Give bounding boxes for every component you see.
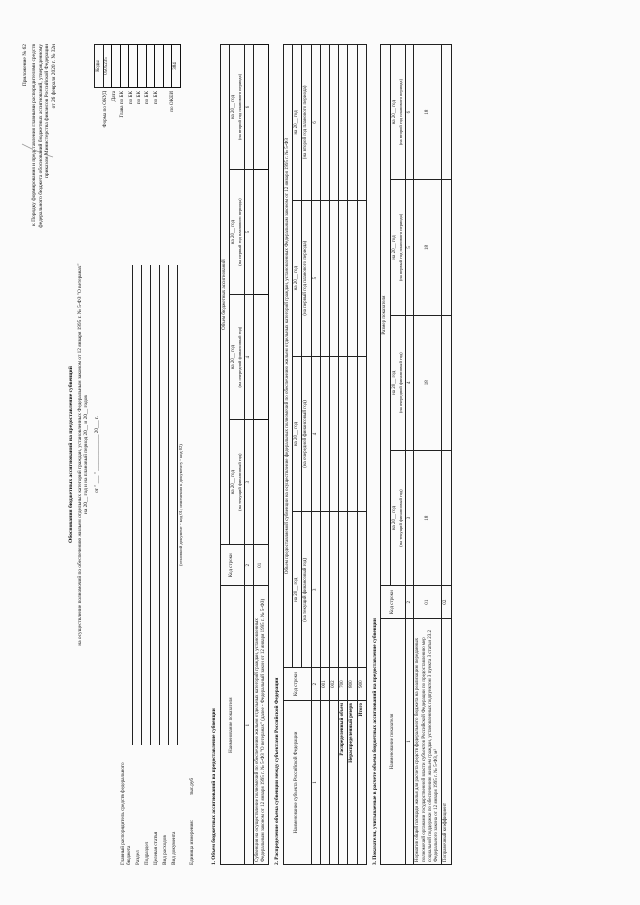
row-label: Итого <box>357 701 366 865</box>
code-statya <box>146 45 155 88</box>
row-code: 001 <box>320 668 329 701</box>
field-line[interactable] <box>162 265 169 745</box>
value-cell[interactable] <box>320 200 329 356</box>
appendix-header <box>22 44 58 865</box>
section-1-table <box>220 44 270 865</box>
header-cell: Код строки <box>381 586 405 619</box>
section-2-table <box>283 44 367 865</box>
table-row <box>339 45 348 865</box>
header-cell: на 20__ год (на текущий финансовый год) <box>229 420 244 545</box>
row-label: Субвенция на осуществление полномочий по обеспечению жильем отдельных категорий граждан, установленных Федеральным законом от 12 января 1995 г. № 5-ФЗ "О ветеранах" (далее - Федеральный закон от 12 января 1995 г. № 5-ФЗ) <box>253 586 269 865</box>
code-label: Дата <box>110 91 117 102</box>
code-razdel <box>129 45 138 88</box>
column-number: 4 <box>311 356 320 512</box>
header-cell: на 20__ год <box>293 356 302 512</box>
value-cell: 18 <box>414 45 442 180</box>
row-code: 002 <box>329 668 338 701</box>
value-cell[interactable] <box>339 45 348 201</box>
document-period: на 20__ год и на плановый период 20__ и 20__ годов <box>83 395 90 514</box>
header-fields <box>119 265 196 865</box>
value-cell[interactable] <box>329 512 338 668</box>
unit-label: Единица измерения: <box>189 819 196 865</box>
row-code: 800 <box>348 668 357 701</box>
code-okud: 0505235 <box>103 45 112 88</box>
value-cell[interactable] <box>339 512 348 668</box>
row-label: Норматив общей площади жилья для расчета средств федерального бюджета на реализацию переданных полномочий органами государственной власти субъектов Российской Федерации по предоставлению мер социальной поддержки по обеспечению жильем граждан, установленных подпунктом 3 пункта 3 статьи 23.2 Федерального закона от 12 января 1995 г. № 5-ФЗ, м² <box>414 619 442 865</box>
header-cell: на 20__ год (на второй год планового периода) <box>229 45 244 170</box>
row-code: 01 <box>414 586 442 619</box>
field-label: Вид документа <box>171 831 178 865</box>
column-number: 2 <box>244 545 253 586</box>
value-cell[interactable] <box>329 356 338 512</box>
table-row <box>414 45 442 865</box>
code-label: по БК <box>127 91 134 105</box>
header-cell: Код строки <box>220 545 244 586</box>
column-number: 6 <box>311 45 320 201</box>
column-number: 2 <box>405 586 414 619</box>
value-cell[interactable] <box>357 45 366 201</box>
header-cell: на 20__ год (на второй год планового периода) <box>390 45 405 180</box>
header-cell: на 20__ год (на очередной финансовый год) <box>229 295 244 420</box>
header-cell: на 20__ год <box>293 200 302 356</box>
header-cell: Код строки <box>283 668 311 701</box>
column-number: 1 <box>244 586 253 865</box>
header-cell: Наименование субъекта Российской Федерации <box>283 701 311 865</box>
value-cell[interactable] <box>253 420 269 545</box>
value-cell[interactable] <box>442 45 451 180</box>
column-number: 5 <box>311 200 320 356</box>
value-cell: 18 <box>414 180 442 315</box>
code-label: по ОКЕИ <box>169 91 176 112</box>
field-line[interactable] <box>135 265 142 745</box>
code-label: по БК <box>152 91 159 105</box>
value-cell: 18 <box>414 450 442 585</box>
column-number: 3 <box>244 420 253 545</box>
appendix-line: приказом Министерства финансов Российской Федерации <box>44 44 51 178</box>
row-code: 01 <box>253 545 269 586</box>
value-cell[interactable] <box>357 512 366 668</box>
field-line[interactable] <box>144 265 151 745</box>
code-vid <box>155 45 164 88</box>
row-code: 02 <box>442 586 451 619</box>
document-date: от " ___ " ______________ 20___ г. <box>93 416 100 493</box>
header-cell: Наименование показателя <box>220 586 244 865</box>
codes-table <box>94 44 181 88</box>
section-1-title: 1. Объем бюджетных ассигнований на предоставление субвенции <box>210 708 217 865</box>
header-cell: Наименование показателя <box>381 619 405 865</box>
column-number: 3 <box>405 450 414 585</box>
table-row <box>253 45 269 865</box>
document-subtitle: на осуществление полномочий по обеспечению жильем отдельных категорий граждан, установленных Федеральным законом от 12 января 1995 г. № 5-ФЗ "О ветеранах" <box>76 263 83 646</box>
table-row <box>348 45 357 865</box>
code-doc <box>163 45 172 88</box>
section-3-title: 3. Показатели, учитываемые в расчете объема бюджетных ассигнований на предоставление субвенции <box>371 618 378 865</box>
value-cell[interactable] <box>357 356 366 512</box>
value-cell[interactable] <box>253 295 269 420</box>
header-cell: на 20__ год (на первый год планового периода) <box>390 180 405 315</box>
row-label: Нераспределенный резерв <box>348 701 357 865</box>
unit-value: тыс.руб <box>189 777 196 795</box>
column-number: 6 <box>244 45 253 170</box>
code-podrazdel <box>137 45 146 88</box>
section-2-title: 2. Распределение объема субвенции между субъектами Российской Федерации <box>274 677 281 865</box>
field-label: Главный распорядитель средств федерального бюджета <box>119 762 133 865</box>
row-label <box>329 701 338 865</box>
code-label <box>161 91 169 128</box>
field-line[interactable] <box>171 265 178 745</box>
value-cell[interactable] <box>357 200 366 356</box>
value-cell[interactable] <box>253 170 269 295</box>
appendix-line: от 26 февраля 2020 г. № 32н <box>51 44 57 109</box>
header-cell: на 20__ год (на первый год планового периода) <box>229 170 244 295</box>
value-cell[interactable] <box>348 45 357 201</box>
header-cell: (на текущий финансовый год) <box>302 512 311 668</box>
header-cell: на 20__ год <box>293 45 302 201</box>
doc-type-note: (основной документ - код 01; изменения к документу - код 02) <box>177 444 183 566</box>
value-cell[interactable] <box>442 180 451 315</box>
code-label: Форма по ОКУД <box>102 91 109 128</box>
value-cell[interactable] <box>348 200 357 356</box>
column-number: 5 <box>405 180 414 315</box>
table-row <box>329 45 338 865</box>
appendix-line: к Порядку формирования и представления главными распорядителями средств <box>30 44 37 226</box>
header-cell: на 20__ год (на очередной финансовый год) <box>390 315 405 450</box>
code-date <box>112 45 121 88</box>
row-label: Распределенный объем <box>339 701 348 865</box>
code-label: по БК <box>135 91 142 105</box>
value-cell[interactable] <box>348 356 357 512</box>
value-cell[interactable] <box>253 45 269 170</box>
table-row <box>442 45 451 865</box>
field-line[interactable] <box>153 265 160 745</box>
header-cell: на 20__ год (на текущий финансовый год) <box>390 450 405 585</box>
column-number: 6 <box>405 45 414 180</box>
column-number: 1 <box>405 619 414 865</box>
value-cell[interactable] <box>320 512 329 668</box>
value-cell[interactable] <box>442 315 451 450</box>
row-label <box>320 701 329 865</box>
value-cell[interactable] <box>339 356 348 512</box>
field-label: Вид расходов <box>162 835 169 865</box>
header-cell: Объем предоставляемой субвенции на осуществление федеральных полномочий по обеспечению жильем отдельных категорий граждан, установленных Федеральным законом от 12 января 1995 г. № 5-ФЗ <box>283 45 292 668</box>
value-cell[interactable] <box>348 512 357 668</box>
code-okei: 384 <box>172 45 181 88</box>
column-number: 2 <box>311 668 320 701</box>
row-label: Поправочный коэффициент <box>442 619 451 865</box>
header-area <box>94 44 206 865</box>
value-cell[interactable] <box>329 45 338 201</box>
appendix-line: федерального бюджета обоснований бюджетных ассигнований, утвержденному <box>37 44 44 228</box>
code-label: Глава по БК <box>119 91 126 118</box>
header-cell: Объем бюджетных ассигнований <box>220 45 229 545</box>
table-row <box>357 45 366 865</box>
table-row <box>320 45 329 865</box>
document-title: Обоснования бюджетных ассигнований на предоставление субвенций <box>67 366 74 543</box>
row-code: 900 <box>357 668 366 701</box>
header-cell: на 20__ год <box>293 512 302 668</box>
field-label: Раздел <box>135 850 142 865</box>
value-cell[interactable] <box>442 450 451 585</box>
section-3-table <box>380 44 451 865</box>
value-cell[interactable] <box>320 45 329 201</box>
codes-head: Коды <box>94 45 103 88</box>
field-label: Подраздел <box>144 841 151 865</box>
header-cell: (на второй год планового периода) <box>302 45 311 201</box>
column-number: 4 <box>405 315 414 450</box>
code-glava <box>120 45 129 88</box>
row-code: 700 <box>339 668 348 701</box>
header-cell: (на очередной финансовый год) <box>302 356 311 512</box>
header-cell: (на первый год планового периода) <box>302 200 311 356</box>
field-line[interactable] <box>126 265 133 745</box>
column-number: 4 <box>244 295 253 420</box>
column-number: 3 <box>311 512 320 668</box>
value-cell: 18 <box>414 315 442 450</box>
codes-block <box>94 44 181 128</box>
value-cell[interactable] <box>339 200 348 356</box>
field-label: Целевая статья <box>153 831 160 865</box>
code-label: по БК <box>144 91 151 105</box>
column-number: 1 <box>311 701 320 865</box>
column-number: 5 <box>244 170 253 295</box>
appendix-number: Приложение № 62 <box>22 44 28 87</box>
header-cell: Размер показателя <box>381 45 390 586</box>
value-cell[interactable] <box>329 200 338 356</box>
value-cell[interactable] <box>320 356 329 512</box>
